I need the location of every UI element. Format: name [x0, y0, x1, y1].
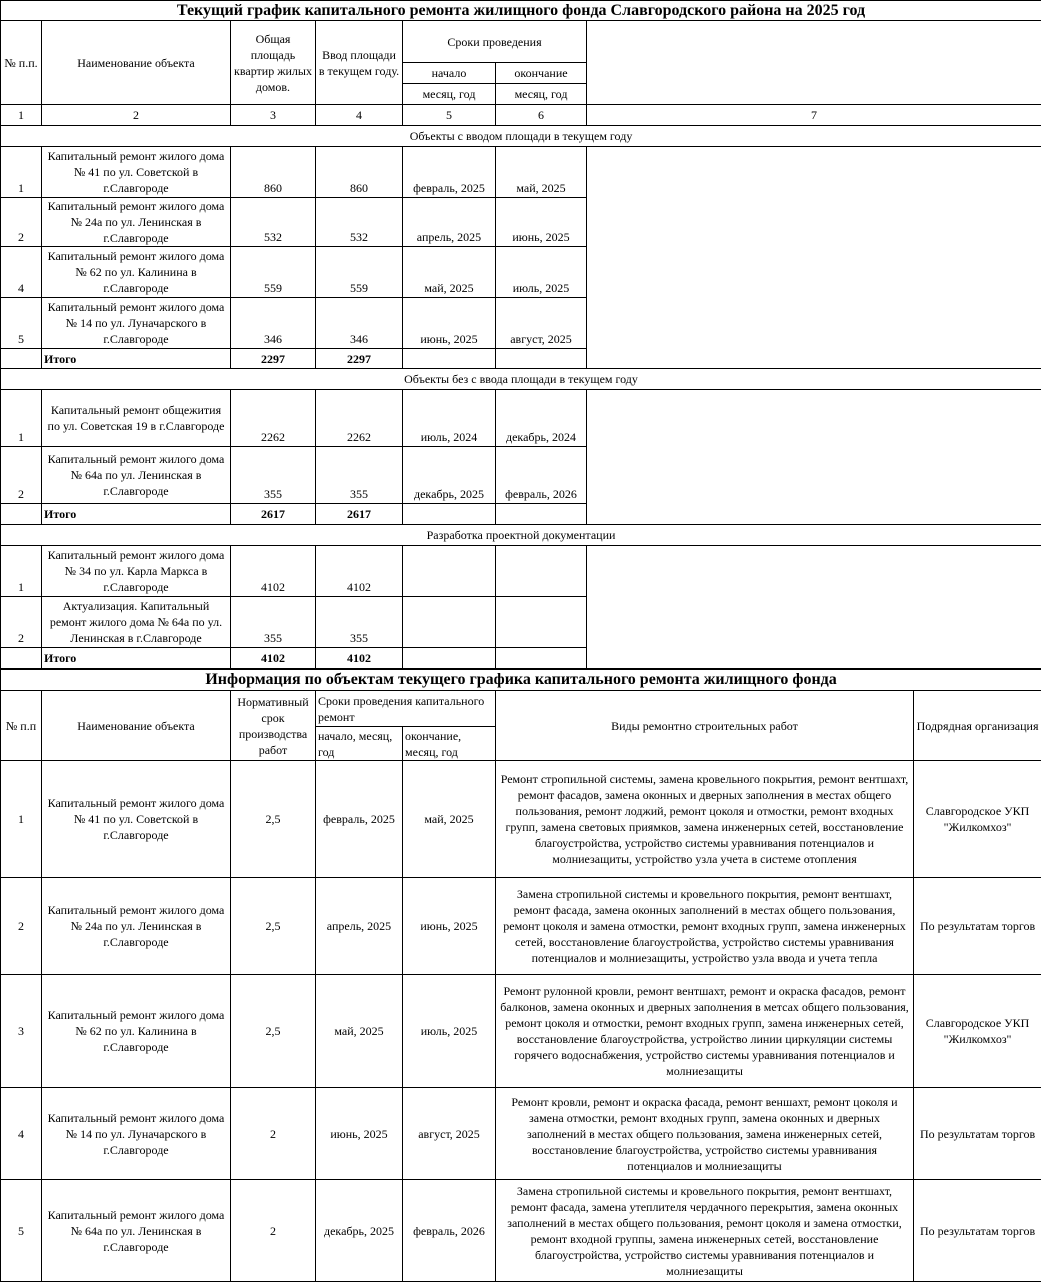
total-area: 2262 — [231, 390, 316, 447]
total-area: 346 — [231, 298, 316, 349]
start-date — [403, 546, 496, 597]
norm-term: 2,5 — [231, 761, 316, 878]
row-number: 1 — [1, 761, 42, 878]
start-date: декабрь, 2025 — [316, 1180, 403, 1282]
total-empty — [403, 504, 496, 525]
col-number: 6 — [496, 105, 587, 126]
end-date: июнь, 2025 — [496, 198, 587, 247]
total-area: 559 — [231, 247, 316, 298]
total-area: 2297 — [231, 349, 316, 369]
norm-term: 2,5 — [231, 878, 316, 975]
col-header-contractor: Подрядная организация — [914, 691, 1041, 761]
col-header-empty — [587, 21, 1041, 105]
row-number: 2 — [1, 447, 42, 504]
col-header-works: Виды ремонтно строительных работ — [496, 691, 914, 761]
table-row — [1, 546, 1041, 597]
col-number: 2 — [42, 105, 231, 126]
works-description: Замена стропильной системы и кровельного покрытия, ремонт вентшахт, ремонт фасада, замена оконных заполнений в местах общего пользования, ремонт цоколя и замена отмостки, ремонт входных групп, замена инженерных сетей, восстановление благоустройства, устройство системы уравнивания потенциалов и молниезащиты, устройство узла ввода и учета тепла — [496, 878, 914, 975]
total-area: 860 — [231, 147, 316, 198]
total-empty — [1, 349, 42, 369]
row-number: 2 — [1, 198, 42, 247]
table-row — [1, 761, 1041, 878]
total-area: 2617 — [231, 504, 316, 525]
total-area: 4102 — [231, 546, 316, 597]
col-header-start: начало — [403, 63, 496, 84]
row-number: 4 — [1, 1088, 42, 1180]
column-numbers-row — [1, 105, 1041, 126]
end-date: июнь, 2025 — [403, 878, 496, 975]
total-label: Итого — [42, 504, 231, 525]
col-number: 4 — [316, 105, 403, 126]
total-empty — [496, 349, 587, 369]
col-header-area: Общая площадь квартир жилых домов. — [231, 21, 316, 105]
start-date — [403, 597, 496, 648]
col-header-input: Ввод площади в текущем году. — [316, 21, 403, 105]
object-name: Капитальный ремонт жилого дома № 62 по ул. Калинина в г.Славгороде — [42, 247, 231, 298]
col-7-empty — [587, 546, 1041, 669]
col-number: 1 — [1, 105, 42, 126]
total-empty — [1, 504, 42, 525]
total-input: 2297 — [316, 349, 403, 369]
col-header-name: Наименование объекта — [42, 21, 231, 105]
row-number: 2 — [1, 878, 42, 975]
object-name: Капитальный ремонт жилого дома № 64а по ул. Ленинская в г.Славгороде — [42, 1180, 231, 1282]
norm-term: 2,5 — [231, 975, 316, 1088]
area-input: 860 — [316, 147, 403, 198]
row-number: 2 — [1, 597, 42, 648]
object-name: Капитальный ремонт жилого дома № 34 по ул. Карла Маркса в г.Славгороде — [42, 546, 231, 597]
end-date: февраль, 2026 — [403, 1180, 496, 1282]
table-row — [1, 147, 1041, 198]
section-title: Объекты с вводом площади в текущем году — [1, 126, 1041, 147]
row-number: 1 — [1, 147, 42, 198]
area-input: 2262 — [316, 390, 403, 447]
row-number: 5 — [1, 1180, 42, 1282]
info-title: Информация по объектам текущего графика капитального ремонта жилищного фонда — [1, 670, 1041, 691]
area-input: 532 — [316, 198, 403, 247]
object-name: Капитальный ремонт жилого дома № 14 по ул. Луначарского в г.Славгороде — [42, 1088, 231, 1180]
works-description: Замена стропильной системы и кровельного покрытия, ремонт вентшахт, ремонт фасада, замена утеплителя чердачного перекрытия, замена оконных заполнений в местах общего пользования, ремонт цоколя и замена отмостки, ремонт входной группы, замена инженерных сетей, восстановление благоустройства, устройство системы уравнивания потенциалов и молниезащиты — [496, 1180, 914, 1282]
col-number: 5 — [403, 105, 496, 126]
table-row — [1, 975, 1041, 1088]
col-header-end-unit: месяц, год — [496, 84, 587, 105]
total-empty — [496, 648, 587, 669]
end-date: февраль, 2026 — [496, 447, 587, 504]
total-area: 355 — [231, 597, 316, 648]
info-table — [0, 669, 1041, 1282]
row-number: 3 — [1, 975, 42, 1088]
col-header-norm: Нормативный срок производства работ — [231, 691, 316, 761]
total-input: 2617 — [316, 504, 403, 525]
start-date: май, 2025 — [316, 975, 403, 1088]
object-name: Капитальный ремонт жилого дома № 14 по ул. Луначарского в г.Славгороде — [42, 298, 231, 349]
object-name: Капитальный ремонт жилого дома № 62 по ул. Калинина в г.Славгороде — [42, 975, 231, 1088]
end-date: декабрь, 2024 — [496, 390, 587, 447]
area-input: 559 — [316, 247, 403, 298]
col-header-terms: Сроки проведения капитального ремонт — [316, 691, 496, 727]
start-date: июнь, 2025 — [403, 298, 496, 349]
start-date: апрель, 2025 — [316, 878, 403, 975]
area-input: 355 — [316, 447, 403, 504]
object-name: Капитальный ремонт жилого дома № 64а по ул. Ленинская в г.Славгороде — [42, 447, 231, 504]
contractor: По результатам торгов — [914, 1180, 1041, 1282]
col-7-empty — [587, 390, 1041, 525]
schedule-title: Текущий график капитального ремонта жилищного фонда Славгородского района на 2025 год — [1, 1, 1041, 21]
works-description: Ремонт стропильной системы, замена кровельного покрытия, ремонт вентшахт, ремонт фасадов, замена оконных и дверных заполнения в местах общего пользования, ремонт лоджий, ремонт цоколя и отмостки, ремонт входных групп, замена световых приямков, замена инженерных сетей, восстановление благоустройства, устройство системы уравнивания потенциалов и молниезащиты, устройство узла учета в системе отопления — [496, 761, 914, 878]
norm-term: 2 — [231, 1180, 316, 1282]
contractor: Славгородское УКП "Жилкомхоз" — [914, 761, 1041, 878]
end-date: май, 2025 — [496, 147, 587, 198]
object-name: Капитальный ремонт жилого дома № 41 по ул. Советской в г.Славгороде — [42, 147, 231, 198]
object-name: Капитальный ремонт общежития по ул. Советская 19 в г.Славгороде — [42, 390, 231, 447]
col-header-start: начало, месяц, год — [316, 727, 403, 761]
end-date — [496, 546, 587, 597]
end-date — [496, 597, 587, 648]
contractor: Славгородское УКП "Жилкомхоз" — [914, 975, 1041, 1088]
start-date: май, 2025 — [403, 247, 496, 298]
table-row — [1, 1088, 1041, 1180]
table-row — [1, 390, 1041, 447]
works-description: Ремонт кровли, ремонт и окраска фасада, ремонт веншахт, ремонт цоколя и замена отмостки, ремонт входных групп, замена оконных и дверных заполнений в местах общего пользования, замена инженерных сетей, восстановление благоустройства, устройство системы уравнивания потенциалов и молниезащиты — [496, 1088, 914, 1180]
col-header-name: Наименование объекта — [42, 691, 231, 761]
section-title: Разработка проектной документации — [1, 525, 1041, 546]
col-header-num: № п.п — [1, 691, 42, 761]
end-date: июль, 2025 — [496, 247, 587, 298]
start-date: июнь, 2025 — [316, 1088, 403, 1180]
total-area: 532 — [231, 198, 316, 247]
total-label: Итого — [42, 349, 231, 369]
col-7-empty — [587, 147, 1041, 369]
row-number: 1 — [1, 546, 42, 597]
col-header-end: окончание — [496, 63, 587, 84]
section-title: Объекты без с ввода площади в текущем году — [1, 369, 1041, 390]
row-number: 1 — [1, 390, 42, 447]
col-number: 7 — [587, 105, 1041, 126]
table-row — [1, 878, 1041, 975]
row-number: 5 — [1, 298, 42, 349]
table-row — [1, 1180, 1041, 1282]
object-name: Капитальный ремонт жилого дома № 24а по ул. Ленинская в г.Славгороде — [42, 198, 231, 247]
total-empty — [403, 648, 496, 669]
total-input: 4102 — [316, 648, 403, 669]
col-header-end: окончание, месяц, год — [403, 727, 496, 761]
total-area: 4102 — [231, 648, 316, 669]
col-number: 3 — [231, 105, 316, 126]
total-empty — [403, 349, 496, 369]
end-date: август, 2025 — [403, 1088, 496, 1180]
works-description: Ремонт рулонной кровли, ремонт вентшахт, ремонт и окраска фасадов, ремонт балконов, замена оконных и дверных заполнения в метсах общего пользования, ремонт цоколя и отмостки, ремонт входных групп, замена инженерных сетей, восстановление благоустройства, устройство линии циркуляции системы горячего водоснабжения, устройство системы уравнивания потенциалов и молниезащиты — [496, 975, 914, 1088]
contractor: По результатам торгов — [914, 1088, 1041, 1180]
total-area: 355 — [231, 447, 316, 504]
col-header-start-unit: месяц, год — [403, 84, 496, 105]
start-date: февраль, 2025 — [316, 761, 403, 878]
col-header-terms: Сроки проведения — [403, 21, 587, 63]
total-empty — [1, 648, 42, 669]
end-date: август, 2025 — [496, 298, 587, 349]
start-date: июль, 2024 — [403, 390, 496, 447]
end-date: июль, 2025 — [403, 975, 496, 1088]
object-name: Актуализация. Капитальный ремонт жилого дома № 64а по ул. Ленинская в г.Славгороде — [42, 597, 231, 648]
area-input: 346 — [316, 298, 403, 349]
total-empty — [496, 504, 587, 525]
object-name: Капитальный ремонт жилого дома № 41 по ул. Советской в г.Славгороде — [42, 761, 231, 878]
total-label: Итого — [42, 648, 231, 669]
col-header-num: № п.п. — [1, 21, 42, 105]
object-name: Капитальный ремонт жилого дома № 24а по ул. Ленинская в г.Славгороде — [42, 878, 231, 975]
end-date: май, 2025 — [403, 761, 496, 878]
start-date: апрель, 2025 — [403, 198, 496, 247]
row-number: 4 — [1, 247, 42, 298]
area-input: 4102 — [316, 546, 403, 597]
norm-term: 2 — [231, 1088, 316, 1180]
start-date: февраль, 2025 — [403, 147, 496, 198]
area-input: 355 — [316, 597, 403, 648]
start-date: декабрь, 2025 — [403, 447, 496, 504]
contractor: По результатам торгов — [914, 878, 1041, 975]
